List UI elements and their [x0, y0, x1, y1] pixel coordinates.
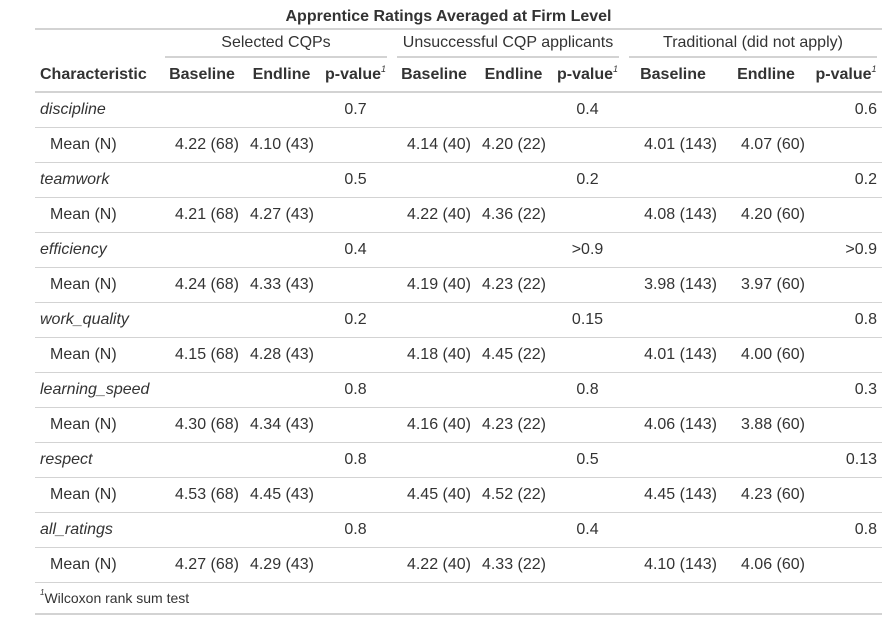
table-row-stat — [35, 338, 882, 373]
variable-label: work_quality — [35, 303, 160, 338]
traditional-baseline: 4.06 (143) — [624, 408, 722, 443]
empty-cell — [722, 513, 810, 548]
traditional-endline: 3.97 (60) — [722, 268, 810, 303]
empty-cell — [476, 513, 551, 548]
selected-baseline: 4.15 (68) — [160, 338, 244, 373]
traditional-baseline: 3.98 (143) — [624, 268, 722, 303]
empty-cell — [319, 268, 392, 303]
empty-cell — [624, 303, 722, 338]
pvalue-selected: 0.8 — [319, 513, 392, 548]
pvalue-traditional: 0.6 — [810, 92, 882, 128]
empty-cell — [160, 92, 244, 128]
pvalue-unsuccessful: 0.5 — [551, 443, 624, 478]
pvalue-traditional: 0.8 — [810, 513, 882, 548]
selected-endline: 4.28 (43) — [244, 338, 319, 373]
empty-cell — [160, 513, 244, 548]
table-row-variable — [35, 513, 882, 548]
empty-cell — [160, 373, 244, 408]
col-pvalue: p-value$^1$ — [810, 58, 882, 92]
empty-cell — [392, 233, 476, 268]
empty-cell — [810, 548, 882, 583]
unsuccessful-baseline: 4.45 (40) — [392, 478, 476, 513]
empty-cell — [319, 478, 392, 513]
pvalue-selected: 0.5 — [319, 163, 392, 198]
empty-cell — [624, 233, 722, 268]
table-container — [35, 0, 877, 615]
empty-cell — [392, 92, 476, 128]
empty-cell — [551, 408, 624, 443]
variable-label: efficiency — [35, 233, 160, 268]
empty-cell — [160, 163, 244, 198]
stat-label: Mean (N) — [35, 478, 160, 513]
selected-baseline: 4.53 (68) — [160, 478, 244, 513]
pvalue-selected: 0.7 — [319, 92, 392, 128]
traditional-endline: 4.20 (60) — [722, 198, 810, 233]
selected-baseline: 4.27 (68) — [160, 548, 244, 583]
spanner-row — [35, 30, 882, 58]
col-characteristic: Characteristic — [35, 58, 160, 92]
pvalue-traditional: 0.2 — [810, 163, 882, 198]
selected-endline: 4.33 (43) — [244, 268, 319, 303]
empty-cell — [244, 303, 319, 338]
traditional-baseline: 4.01 (143) — [624, 128, 722, 163]
empty-cell — [624, 163, 722, 198]
empty-cell — [160, 443, 244, 478]
unsuccessful-endline: 4.20 (22) — [476, 128, 551, 163]
table-row-stat — [35, 128, 882, 163]
selected-endline: 4.45 (43) — [244, 478, 319, 513]
empty-cell — [319, 198, 392, 233]
table-row-variable — [35, 443, 882, 478]
unsuccessful-baseline: 4.18 (40) — [392, 338, 476, 373]
pvalue-traditional: 0.3 — [810, 373, 882, 408]
unsuccessful-endline: 4.33 (22) — [476, 548, 551, 583]
spanner-unsuccessful: Unsuccessful CQP applicants — [392, 30, 624, 58]
empty-cell — [551, 548, 624, 583]
col-endline: Endline — [244, 58, 319, 92]
ratings-table — [35, 28, 882, 615]
empty-cell — [160, 233, 244, 268]
stat-label: Mean (N) — [35, 128, 160, 163]
empty-cell — [244, 443, 319, 478]
empty-cell — [810, 268, 882, 303]
col-baseline: Baseline — [392, 58, 476, 92]
variable-label: discipline — [35, 92, 160, 128]
unsuccessful-baseline: 4.16 (40) — [392, 408, 476, 443]
stat-label: Mean (N) — [35, 408, 160, 443]
empty-cell — [319, 128, 392, 163]
unsuccessful-endline: 4.23 (22) — [476, 268, 551, 303]
empty-cell — [392, 163, 476, 198]
empty-cell — [551, 478, 624, 513]
pvalue-selected: 0.8 — [319, 443, 392, 478]
empty-cell — [810, 408, 882, 443]
table-row-stat — [35, 268, 882, 303]
empty-cell — [722, 163, 810, 198]
empty-cell — [624, 443, 722, 478]
pvalue-selected: 0.8 — [319, 373, 392, 408]
pvalue-traditional: 0.13 — [810, 443, 882, 478]
empty-cell — [624, 92, 722, 128]
empty-cell — [810, 478, 882, 513]
empty-cell — [476, 303, 551, 338]
column-header-row — [35, 58, 882, 92]
pvalue-selected: 0.2 — [319, 303, 392, 338]
table-row-stat — [35, 198, 882, 233]
col-baseline: Baseline — [624, 58, 722, 92]
empty-cell — [551, 338, 624, 373]
traditional-endline: 4.07 (60) — [722, 128, 810, 163]
empty-cell — [810, 338, 882, 373]
empty-cell — [810, 198, 882, 233]
traditional-baseline: 4.10 (143) — [624, 548, 722, 583]
pvalue-unsuccessful: >0.9 — [551, 233, 624, 268]
variable-label: all_ratings — [35, 513, 160, 548]
table-row-variable — [35, 373, 882, 408]
empty-cell — [392, 303, 476, 338]
empty-cell — [392, 443, 476, 478]
empty-cell — [551, 198, 624, 233]
empty-cell — [476, 373, 551, 408]
stat-label: Mean (N) — [35, 198, 160, 233]
spanner-selected: Selected CQPs — [160, 30, 392, 58]
empty-cell — [722, 233, 810, 268]
selected-baseline: 4.24 (68) — [160, 268, 244, 303]
table-title: Apprentice Ratings Averaged at Firm Level — [285, 8, 612, 25]
table-row-variable — [35, 163, 882, 198]
empty-cell — [160, 303, 244, 338]
footnote-mark: 1 — [871, 63, 877, 74]
empty-cell — [392, 373, 476, 408]
stat-label: Mean (N) — [35, 268, 160, 303]
pvalue-traditional: >0.9 — [810, 233, 882, 268]
empty-cell — [722, 443, 810, 478]
traditional-endline: 3.88 (60) — [722, 408, 810, 443]
unsuccessful-endline: 4.36 (22) — [476, 198, 551, 233]
empty-cell — [319, 548, 392, 583]
empty-cell — [476, 443, 551, 478]
spanner-traditional: Traditional (did not apply) — [624, 30, 882, 58]
footnote: $^1$Wilcoxon rank sum test — [35, 583, 882, 615]
empty-cell — [476, 163, 551, 198]
selected-baseline: 4.21 (68) — [160, 198, 244, 233]
traditional-endline: 4.00 (60) — [722, 338, 810, 373]
empty-cell — [722, 92, 810, 128]
empty-cell — [319, 338, 392, 373]
empty-cell — [722, 373, 810, 408]
empty-cell — [244, 373, 319, 408]
selected-endline: 4.34 (43) — [244, 408, 319, 443]
pvalue-unsuccessful: 0.15 — [551, 303, 624, 338]
unsuccessful-endline: 4.45 (22) — [476, 338, 551, 373]
traditional-baseline: 4.01 (143) — [624, 338, 722, 373]
footnote-row — [35, 583, 882, 615]
empty-cell — [476, 92, 551, 128]
table-row-stat — [35, 548, 882, 583]
empty-cell — [244, 92, 319, 128]
traditional-baseline: 4.45 (143) — [624, 478, 722, 513]
unsuccessful-endline: 4.23 (22) — [476, 408, 551, 443]
pvalue-selected: 0.4 — [319, 233, 392, 268]
footnote-mark: 1 — [613, 63, 619, 74]
footnote-mark: 1 — [381, 63, 387, 74]
empty-cell — [392, 513, 476, 548]
traditional-baseline: 4.08 (143) — [624, 198, 722, 233]
empty-cell — [244, 513, 319, 548]
pvalue-unsuccessful: 0.4 — [551, 92, 624, 128]
table-row-variable — [35, 92, 882, 128]
table-row-stat — [35, 478, 882, 513]
stat-label: Mean (N) — [35, 548, 160, 583]
unsuccessful-baseline: 4.19 (40) — [392, 268, 476, 303]
empty-cell — [722, 303, 810, 338]
col-pvalue: p-value$^1$ — [551, 58, 624, 92]
empty-cell — [810, 128, 882, 163]
col-endline: Endline — [722, 58, 810, 92]
unsuccessful-endline: 4.52 (22) — [476, 478, 551, 513]
empty-cell — [244, 233, 319, 268]
unsuccessful-baseline: 4.22 (40) — [392, 198, 476, 233]
table-row-variable — [35, 303, 882, 338]
pvalue-unsuccessful: 0.8 — [551, 373, 624, 408]
empty-cell — [551, 128, 624, 163]
table-row-stat — [35, 408, 882, 443]
empty-cell — [624, 513, 722, 548]
table-row-variable — [35, 233, 882, 268]
variable-label: learning_speed — [35, 373, 160, 408]
empty-cell — [319, 408, 392, 443]
empty-cell — [476, 233, 551, 268]
variable-label: teamwork — [35, 163, 160, 198]
traditional-endline: 4.23 (60) — [722, 478, 810, 513]
selected-baseline: 4.22 (68) — [160, 128, 244, 163]
selected-endline: 4.10 (43) — [244, 128, 319, 163]
selected-endline: 4.27 (43) — [244, 198, 319, 233]
unsuccessful-baseline: 4.14 (40) — [392, 128, 476, 163]
col-baseline: Baseline — [160, 58, 244, 92]
traditional-endline: 4.06 (60) — [722, 548, 810, 583]
pvalue-unsuccessful: 0.4 — [551, 513, 624, 548]
col-endline: Endline — [476, 58, 551, 92]
pvalue-unsuccessful: 0.2 — [551, 163, 624, 198]
selected-endline: 4.29 (43) — [244, 548, 319, 583]
col-pvalue: p-value$^1$ — [319, 58, 392, 92]
stat-label: Mean (N) — [35, 338, 160, 373]
empty-cell — [624, 373, 722, 408]
empty-cell — [244, 163, 319, 198]
unsuccessful-baseline: 4.22 (40) — [392, 548, 476, 583]
table-body — [35, 92, 882, 583]
selected-baseline: 4.30 (68) — [160, 408, 244, 443]
pvalue-traditional: 0.8 — [810, 303, 882, 338]
empty-cell — [551, 268, 624, 303]
variable-label: respect — [35, 443, 160, 478]
